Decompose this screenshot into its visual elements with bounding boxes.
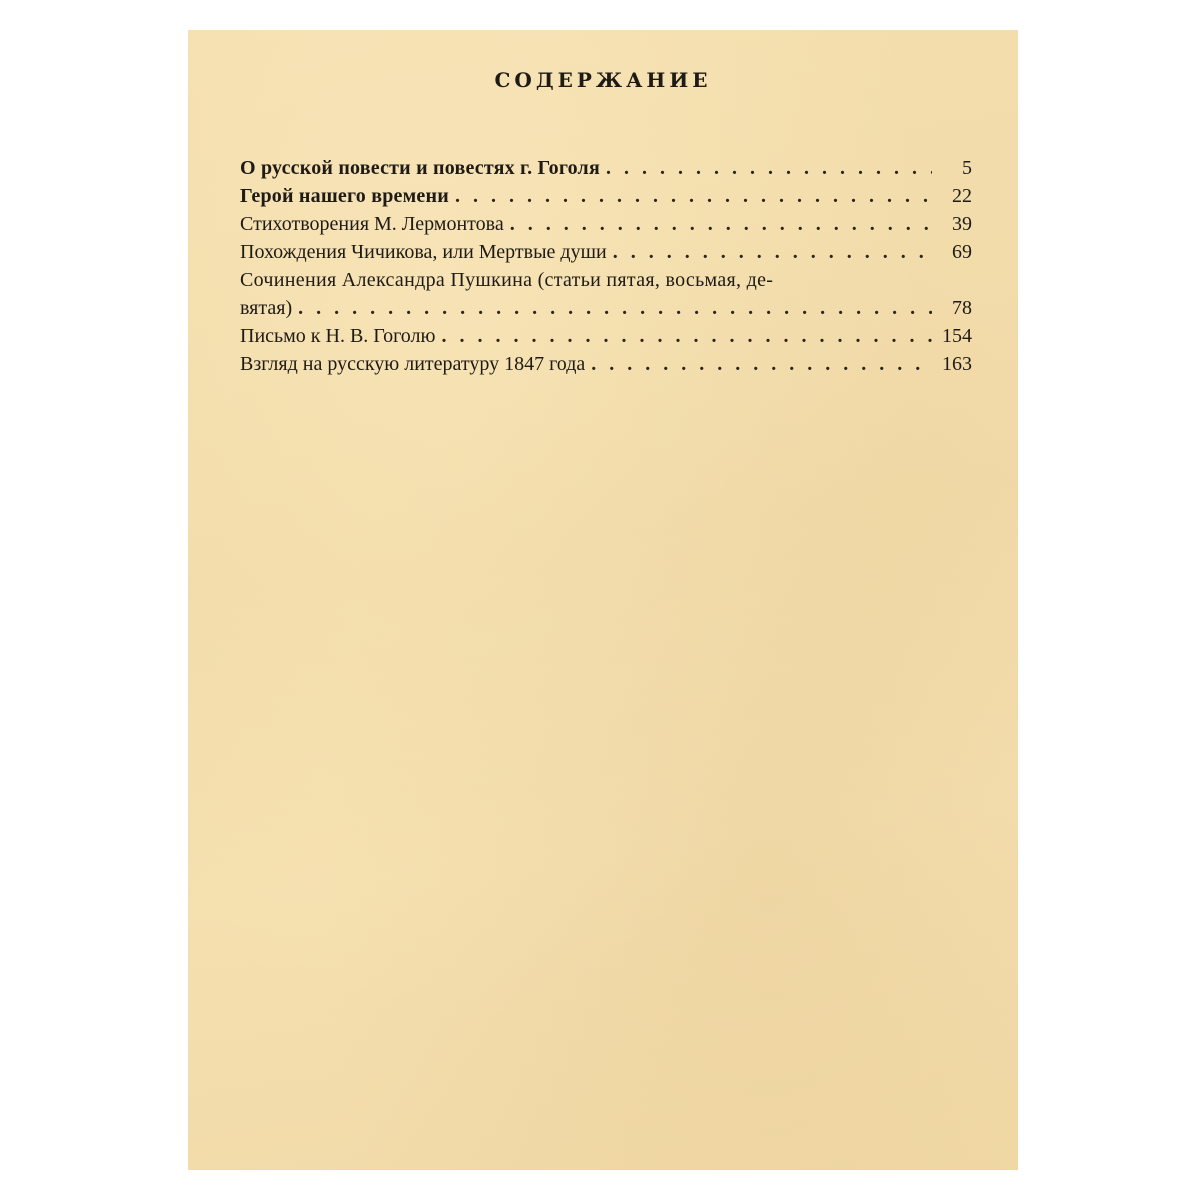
toc-entry-page: 39: [952, 213, 972, 235]
table-of-contents: [240, 154, 972, 378]
toc-entry: [240, 266, 972, 322]
toc-entry-page: 154: [942, 325, 972, 347]
toc-entry-title: Стихотворения М. Лермонтова: [240, 213, 504, 235]
dot-leader: [510, 210, 932, 238]
dot-leader: [441, 322, 932, 350]
toc-entry-page: 5: [962, 157, 972, 179]
toc-entry-page: 22: [952, 185, 972, 207]
toc-entry: [240, 350, 972, 378]
toc-entry-page: 69: [952, 241, 972, 263]
dot-leader: [613, 238, 932, 266]
toc-entry: [240, 154, 972, 182]
toc-entry: [240, 238, 972, 266]
dot-leader: [606, 154, 932, 182]
toc-entry: [240, 210, 972, 238]
dot-leader: [591, 350, 932, 378]
toc-entry-title: Письмо к Н. В. Гоголю: [240, 325, 436, 347]
toc-entry-title: Взгляд на русскую литературу 1847 года: [240, 353, 586, 375]
dot-leader: [298, 294, 932, 322]
toc-entry: [240, 322, 972, 350]
book-page: [188, 30, 1018, 1170]
toc-entry: [240, 182, 972, 210]
toc-entry-title-first-line: Сочинения Александра Пушкина (статьи пятая, восьмая, де-: [240, 269, 774, 291]
toc-entry-title: вятая): [240, 297, 293, 319]
toc-entry-page: 78: [952, 297, 972, 319]
page-title: СОДЕРЖАНИЕ: [494, 68, 712, 92]
dot-leader: [455, 182, 932, 210]
toc-entry-title: О русской повести и повестях г. Гоголя: [240, 157, 600, 179]
toc-entry-page: 163: [942, 353, 972, 375]
toc-entry-title: Герой нашего времени: [240, 185, 449, 207]
toc-entry-title: Похождения Чичикова, или Мертвые души: [240, 241, 607, 263]
